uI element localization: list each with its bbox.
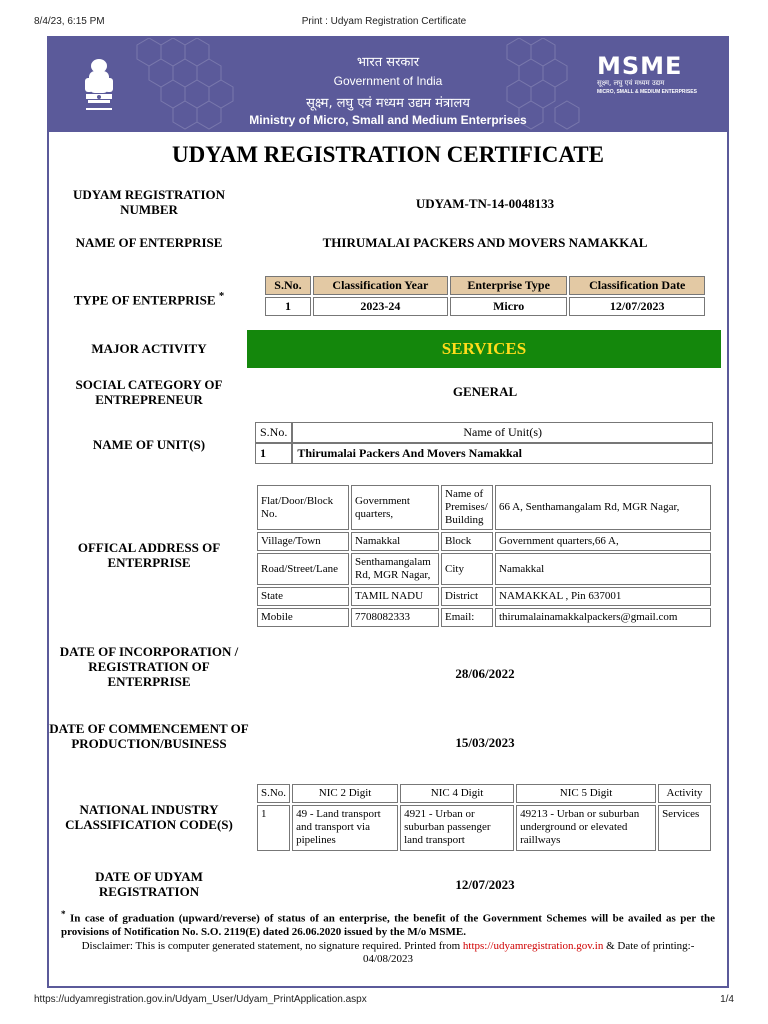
city-value: Namakkal <box>495 553 711 585</box>
disclaimer-text: Disclaimer: This is computer generated statement, no signature required. Printed from <box>81 940 461 952</box>
table-header-row <box>257 784 711 803</box>
premises-value: 66 A, Senthamangalam Rd, MGR Nagar, <box>495 485 711 530</box>
block-label: Block <box>441 532 493 551</box>
certificate <box>47 36 729 988</box>
major-activity-label: MAJOR ACTIVITY <box>91 341 207 356</box>
cell-enterprise-type: Micro <box>450 297 568 316</box>
col-sno: S.No. <box>257 784 290 803</box>
mobile-value: 7708082333 <box>351 608 439 627</box>
mobile-label: Mobile <box>257 608 349 627</box>
print-page-number: 1/4 <box>720 994 734 1005</box>
road-value: Senthamangalam Rd, MGR Nagar, <box>351 553 439 585</box>
social-category-value: GENERAL <box>452 384 518 399</box>
certificate-bottom-border <box>47 986 729 988</box>
cell-nic4: 4921 - Urban or suburban passenger land transport <box>400 805 514 851</box>
reg-number-value: UDYAM-TN-14-0048133 <box>415 196 555 211</box>
village-label: Village/Town <box>257 532 349 551</box>
col-classification-date: Classification Date <box>569 276 705 295</box>
city-label: City <box>441 553 493 585</box>
reg-number-label: UDYAM REGISTRATION NUMBER <box>72 187 226 217</box>
email-label: Email: <box>441 608 493 627</box>
village-value: Namakkal <box>351 532 439 551</box>
cell-sno: 1 <box>265 297 311 316</box>
col-classification-year: Classification Year <box>313 276 448 295</box>
cell-sno: 1 <box>255 443 292 464</box>
table-row <box>255 443 713 464</box>
msme-logo <box>597 54 707 102</box>
disclaimer <box>61 940 715 966</box>
col-enterprise-type: Enterprise Type <box>450 276 568 295</box>
footnote-star: * <box>218 290 225 302</box>
enterprise-name-value: THIRUMALAI PACKERS AND MOVERS NAMAKKAL <box>322 235 648 250</box>
disclaimer-suffix: & Date of printing:- <box>606 940 695 952</box>
cell-unit-name: Thirumalai Packers And Movers Namakkal <box>292 443 713 464</box>
msme-logo-english: MICRO, SMALL & MEDIUM ENTERPRISES <box>597 89 697 95</box>
msme-logo-word: MSME <box>597 52 683 80</box>
premises-label: Name of Premises/ Building <box>441 485 493 530</box>
state-label: State <box>257 587 349 606</box>
col-sno: S.No. <box>265 276 311 295</box>
cell-activity: Services <box>658 805 711 851</box>
print-url: https://udyamregistration.gov.in/Udyam_User/Udyam_PrintApplication.aspx <box>34 994 367 1005</box>
table-header-row <box>255 422 713 443</box>
table-row <box>257 608 711 627</box>
col-unit-name: Name of Unit(s) <box>292 422 713 443</box>
col-sno: S.No. <box>255 422 292 443</box>
col-nic4: NIC 4 Digit <box>400 784 514 803</box>
address-table <box>255 483 713 629</box>
units-label: NAME OF UNIT(S) <box>92 437 206 452</box>
browser-print-footer <box>0 994 768 1008</box>
printing-date: 04/08/2023 <box>362 953 414 965</box>
certificate-title: UDYAM REGISTRATION CERTIFICATE <box>171 142 604 167</box>
table-header-row <box>265 276 705 295</box>
enterprise-type-label <box>49 289 249 307</box>
banner-hindi-ministry: सूक्ष्म, लघु एवं मध्यम उद्यम मंत्रालय <box>306 96 470 111</box>
social-category-label: SOCIAL CATEGORY OF ENTREPRENEUR <box>75 377 223 407</box>
units-table <box>255 422 713 464</box>
table-row <box>257 485 711 530</box>
udyam-date-value: 12/07/2023 <box>455 877 515 892</box>
cell-nic2: 49 - Land transport and transport via pipelines <box>292 805 398 851</box>
print-datetime: 8/4/23, 6:15 PM <box>34 16 105 27</box>
table-row <box>257 587 711 606</box>
footnote-star: * <box>61 909 66 919</box>
msme-logo-hindi: सूक्ष्म, लघु एवं मध्यम उद्यम <box>597 79 665 87</box>
nic-label: NATIONAL INDUSTRY CLASSIFICATION CODE(S) <box>65 802 233 832</box>
commencement-date-value: 15/03/2023 <box>455 735 515 750</box>
cell-classification-year: 2023-24 <box>313 297 448 316</box>
browser-print-header <box>0 16 768 30</box>
flat-value: Government quarters, <box>351 485 439 530</box>
enterprise-type-label-text: TYPE OF ENTERPRISE <box>73 292 216 308</box>
table-row <box>265 297 705 316</box>
cell-sno: 1 <box>257 805 290 851</box>
block-value: Government quarters,66 A, <box>495 532 711 551</box>
incorporation-date-label: DATE OF INCORPORATION / REGISTRATION OF ENTERPRISE <box>59 644 239 689</box>
banner-govt-of-india: Government of India <box>333 74 443 88</box>
commencement-date-label: DATE OF COMMENCEMENT OF PRODUCTION/BUSINESS <box>49 721 249 751</box>
nic-table <box>255 782 713 853</box>
government-banner <box>49 38 727 132</box>
col-activity: Activity <box>658 784 711 803</box>
road-label: Road/Street/Lane <box>257 553 349 585</box>
major-activity-value: SERVICES <box>247 330 721 368</box>
print-title: Print : Udyam Registration Certificate <box>301 16 467 27</box>
footnote-text: In case of graduation (upward/reverse) of status of an enterprise, the benefit of the Government Schemes will be availed as per the provisions of Notification No. S.O. 2119(E) dated 26.06.2020 issued by the M/o MSME. <box>61 912 716 938</box>
district-value: NAMAKKAL , Pin 637001 <box>495 587 711 606</box>
portal-link[interactable]: https://udyamregistration.gov.in <box>462 940 604 952</box>
email-value: thirumalainamakkalpackers@gmail.com <box>495 608 711 627</box>
enterprise-name-label: NAME OF ENTERPRISE <box>75 235 223 250</box>
table-row <box>257 805 711 851</box>
address-label: OFFICAL ADDRESS OF ENTERPRISE <box>77 540 221 570</box>
district-label: District <box>441 587 493 606</box>
udyam-date-label: DATE OF UDYAM REGISTRATION <box>95 869 203 899</box>
flat-label: Flat/Door/Block No. <box>257 485 349 530</box>
cell-classification-date: 12/07/2023 <box>569 297 705 316</box>
col-nic2: NIC 2 Digit <box>292 784 398 803</box>
incorporation-date-value: 28/06/2022 <box>455 666 515 681</box>
state-value: TAMIL NADU <box>351 587 439 606</box>
banner-hindi-govt: भारत सरकार <box>356 55 420 70</box>
table-row <box>257 532 711 551</box>
banner-ministry: Ministry of Micro, Small and Medium Enterprises <box>249 113 527 127</box>
cell-nic5: 49213 - Urban or suburban underground or elevated raillways <box>516 805 656 851</box>
col-nic5: NIC 5 Digit <box>516 784 656 803</box>
table-row <box>257 553 711 585</box>
footnote <box>61 908 715 939</box>
classification-table <box>263 274 707 318</box>
